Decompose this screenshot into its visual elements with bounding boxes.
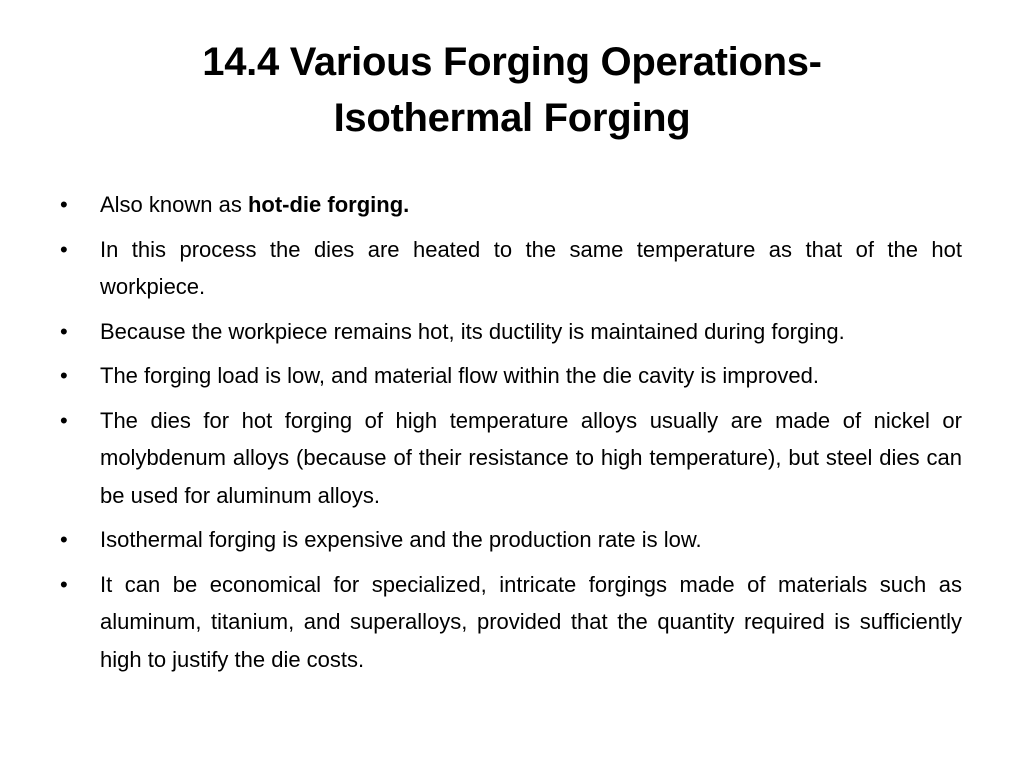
- bullet-text: Also known as: [100, 192, 248, 217]
- bullet-icon: •: [60, 571, 68, 597]
- bullet-text: The dies for hot forging of high temperature alloys usually are made of nickel or molybdenum alloys (because of their resistance to high temperature), but steel dies can be used for aluminum alloys.: [100, 407, 962, 508]
- bullet-icon: •: [60, 407, 68, 433]
- bullet-bold-text: hot-die forging.: [247, 192, 410, 217]
- bullet-text: Because the workpiece remains hot, its ductility is maintained during forging.: [100, 318, 845, 344]
- bullet-icon: •: [60, 236, 68, 262]
- bullet-item: [56, 357, 962, 395]
- bullet-icon: •: [60, 318, 68, 344]
- bullet-text: The forging load is low, and material flow within the die cavity is improved.: [100, 363, 820, 388]
- bullet-icon: •: [60, 527, 68, 552]
- bullet-item: [56, 186, 962, 224]
- bullet-text: In this process the dies are heated to the same temperature as that of the hot workpiece.: [100, 236, 962, 299]
- slide-title-line-1: 14.4 Various Forging Operations-: [202, 40, 822, 84]
- bullet-item: [56, 566, 962, 679]
- bullet-item: [56, 313, 962, 351]
- bullet-list: [56, 186, 962, 685]
- bullet-item: [56, 402, 962, 515]
- bullet-text: Isothermal forging is expensive and the production rate is low.: [100, 527, 702, 552]
- bullet-text: It can be economical for specialized, intricate forgings made of materials such as aluminum, titanium, and superalloys, provided that the quantity required is sufficiently high to justify the die costs.: [100, 571, 962, 672]
- bullet-item: [56, 231, 962, 306]
- bullet-icon: •: [60, 192, 68, 217]
- bullet-icon: •: [60, 363, 68, 388]
- slide-title: [60, 34, 964, 146]
- bullet-item: [56, 521, 962, 559]
- slide-title-line-2: Isothermal Forging: [333, 96, 691, 140]
